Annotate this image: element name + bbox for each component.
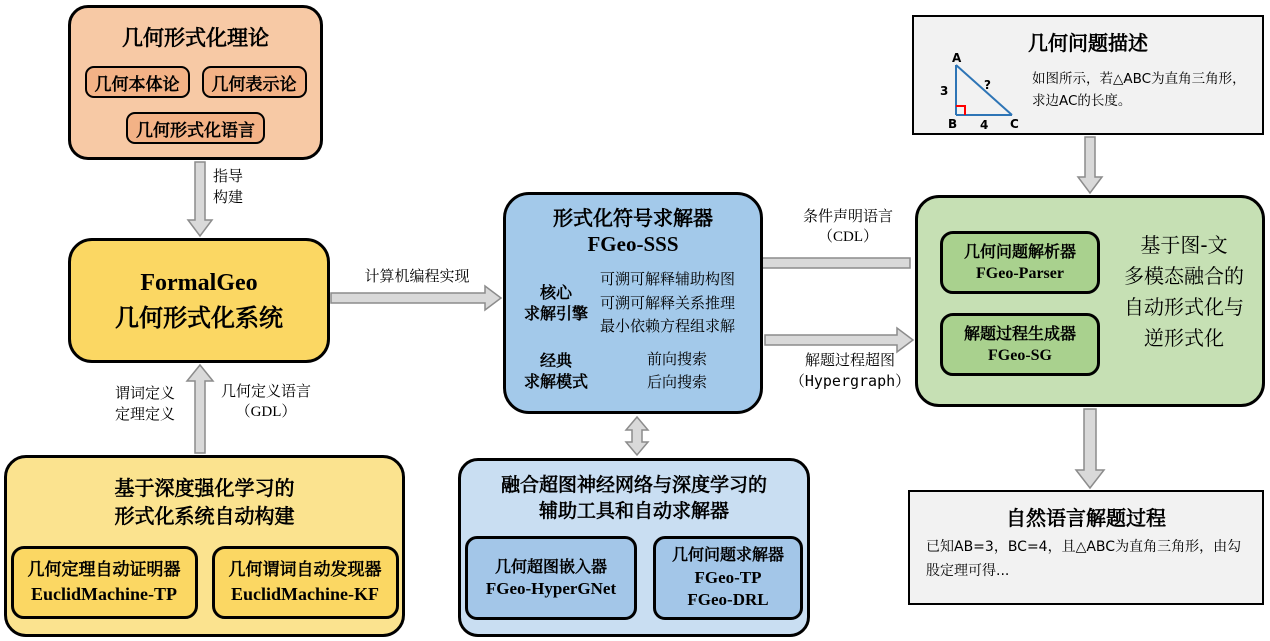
solution-generator-label: 解题过程生成器 xyxy=(963,323,1076,343)
predicate-finder-chip xyxy=(212,546,399,619)
theory-title: 几何形式化理论 xyxy=(122,26,269,50)
problem-solver-name-drl: FGeo-DRL xyxy=(687,590,769,610)
side-bc-value: 4 xyxy=(980,118,989,131)
arrow-formalgeo-to-sss xyxy=(331,286,501,310)
side-ab-value: 3 xyxy=(940,84,949,98)
hypergraph-label: 解题过程超图 （Hypergraph） xyxy=(789,351,911,390)
problem-description-box xyxy=(912,15,1264,135)
arrow-sss-to-multimodal xyxy=(765,328,913,352)
multimodal-side-text: 基于图-文 多模态融合的 自动形式化与 逆形式化 xyxy=(1124,233,1244,350)
arrow-theory-to-formalgeo xyxy=(188,162,212,236)
representation-label: 几何表示论 xyxy=(211,74,297,95)
formalgeo-box xyxy=(68,238,330,363)
theorem-prover-chip xyxy=(11,546,198,619)
drl-title: 基于深度强化学习的 形式化系统自动构建 xyxy=(114,476,295,528)
theorem-prover-label: 几何定理自动证明器 xyxy=(27,559,181,580)
side-ac-value: ? xyxy=(984,78,991,92)
problem-parser-name: FGeo-Parser xyxy=(976,264,1064,282)
arrow-sss-neural-bidirectional xyxy=(626,417,648,455)
core-engine-items: 可溯可解释辅助构图 可溯可解释关系推理 最小依赖方程组求解 xyxy=(600,270,736,335)
problem-solver-name-tp: FGeo-TP xyxy=(694,567,762,587)
neural-title: 融合超图神经网络与深度学习的 辅助工具和自动求解器 xyxy=(500,474,767,522)
formalgeo-name: FormalGeo xyxy=(140,269,258,296)
predicate-finder-name: EuclidMachine-KF xyxy=(231,583,379,604)
solution-text: 已知AB=3，BC=4，且△ABC为直角三角形，由勾股定理可得... xyxy=(926,539,1242,579)
sss-solver-box xyxy=(503,192,763,414)
predicate-theorem-label: 谓词定义 定理定义 xyxy=(114,384,175,423)
right-triangle-figure xyxy=(932,53,1024,131)
formal-language-chip xyxy=(126,112,265,144)
arrow-problem-to-multimodal xyxy=(1078,137,1102,193)
core-engine-label: 核心 求解引擎 xyxy=(523,282,588,324)
ontology-label: 几何本体论 xyxy=(94,74,180,95)
arrow-multimodal-to-sss xyxy=(746,251,910,275)
ontology-chip xyxy=(85,66,190,98)
neural-tools-box xyxy=(458,458,810,637)
multimodal-box xyxy=(915,195,1265,407)
nl-solution-box xyxy=(908,490,1264,605)
formalgeo-subtitle: 几何形式化系统 xyxy=(115,303,283,332)
predicate-finder-label: 几何谓词自动发现器 xyxy=(228,559,382,580)
right-angle-marker xyxy=(956,106,965,115)
problem-parser-label: 几何问题解析器 xyxy=(963,241,1076,261)
gdl-label: 几何定义语言 （GDL） xyxy=(220,382,311,420)
classic-mode-items: 前向搜索 后向搜索 xyxy=(646,350,707,392)
drl-construction-box xyxy=(4,455,405,637)
vertex-a-label: A xyxy=(952,53,962,65)
hypergraph-embedder-name: FGeo-HyperGNet xyxy=(485,579,617,598)
theorem-prover-name: EuclidMachine-TP xyxy=(30,583,177,604)
hypergraph-embedder-label: 几何超图嵌入器 xyxy=(494,556,607,576)
theory-box xyxy=(68,5,323,160)
guide-build-label: 指导 构建 xyxy=(213,167,244,206)
sss-title: 形式化符号求解器 xyxy=(553,206,713,230)
vertex-c-label: C xyxy=(1010,117,1019,131)
problem-solver-label: 几何问题求解器 xyxy=(671,545,784,565)
problem-text: 如图所示，若△ABC为直角三角形， 求边AC的长度。 xyxy=(1032,71,1246,109)
problem-solver-chip xyxy=(653,536,803,620)
formal-language-label: 几何形式化语言 xyxy=(136,120,255,141)
hypergraph-embedder-chip xyxy=(465,536,637,620)
problem-parser-chip xyxy=(940,231,1100,294)
solution-generator-chip xyxy=(940,313,1100,376)
representation-chip xyxy=(202,66,307,98)
cdl-label: 条件声明语言 （CDL） xyxy=(802,207,893,245)
classic-mode-label: 经典 求解模式 xyxy=(523,350,588,392)
problem-title: 几何问题描述 xyxy=(1028,31,1148,55)
sss-name: FGeo-SSS xyxy=(587,232,679,256)
vertex-b-label: B xyxy=(948,117,958,131)
arrow-multimodal-to-solution xyxy=(1076,409,1104,488)
programming-label: 计算机编程实现 xyxy=(364,267,470,285)
solution-title: 自然语言解题过程 xyxy=(1006,506,1166,530)
solution-generator-name: FGeo-SG xyxy=(988,346,1052,364)
